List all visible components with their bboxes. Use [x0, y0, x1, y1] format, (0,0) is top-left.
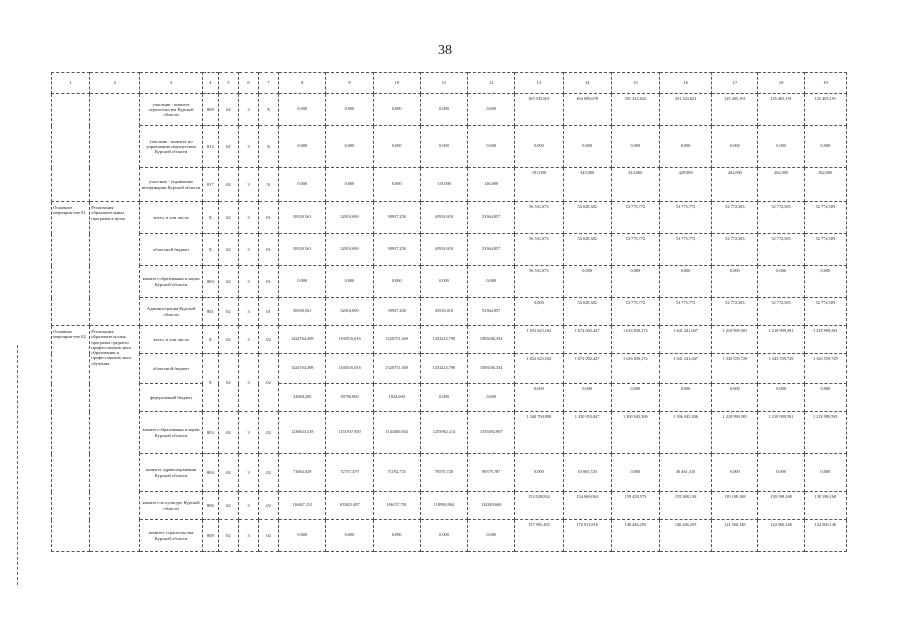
- amount-cell: 1 396 945,306: [659, 412, 711, 454]
- amount-cell: 429,000: [659, 168, 711, 202]
- amount-cell: 1255962,114: [420, 412, 467, 454]
- amount-cell: 1 343 559,729: [758, 354, 804, 384]
- amount-cell: 1824,000: [373, 384, 420, 412]
- amount-cell: 52 772,583: [712, 234, 758, 266]
- amount-cell: 153 928,834: [515, 492, 563, 520]
- participant-cell: всего, в том числе: [140, 202, 202, 234]
- amount-cell: 1330516,816: [326, 354, 373, 384]
- amount-cell: 1 672 002,447: [563, 326, 611, 354]
- code-cell: 804: [202, 454, 218, 492]
- amount-cell: 52 772,583: [804, 298, 846, 326]
- code-cell: 3: [238, 266, 258, 298]
- code-cell: 3: [238, 412, 258, 454]
- amount-cell: 0,000: [468, 520, 515, 552]
- amount-cell: 52 772,583: [758, 202, 804, 234]
- amount-cell: 0,000: [804, 384, 846, 412]
- header-cell: 7: [259, 73, 279, 94]
- code-cell: 3: [238, 126, 258, 168]
- amount-cell: 0,000: [279, 266, 326, 298]
- amount-cell: 0,000: [758, 126, 804, 168]
- amount-cell: 1 641 241,047: [659, 354, 711, 384]
- amount-cell: 0,000: [804, 266, 846, 298]
- amount-cell: 71192,735: [373, 454, 420, 492]
- amount-cell: 1424764,498: [279, 326, 326, 354]
- amount-cell: 1583036,354: [468, 354, 515, 384]
- amount-cell: 0,000: [659, 126, 711, 168]
- code-cell: 02: [218, 168, 238, 202]
- code-cell: 01: [259, 202, 279, 234]
- code-cell: 02: [218, 492, 238, 520]
- amount-cell: 1330516,816: [326, 326, 373, 354]
- amount-cell: 1 218 999,581: [804, 412, 846, 454]
- participant-cell: комитет образования и науки Курской области: [140, 412, 202, 454]
- code-cell: 02: [259, 354, 279, 412]
- amount-cell: 56 531,673: [515, 266, 563, 298]
- amount-cell: 0,000: [563, 126, 611, 168]
- amount-cell: 0,000: [373, 94, 420, 126]
- program-name-cell: [90, 94, 140, 202]
- amount-cell: 0,000: [468, 266, 515, 298]
- amount-cell: 45918,010: [420, 298, 467, 326]
- amount-cell: 0,000: [758, 266, 804, 298]
- scan-edge-line: [17, 345, 19, 585]
- participant-cell: федеральный бюджет: [140, 384, 202, 412]
- code-cell: 02: [218, 126, 238, 168]
- amount-cell: 125 405,191: [804, 94, 846, 126]
- event-cell: Основное мероприя-тие 01: [52, 202, 90, 326]
- amount-cell: 0,000: [515, 298, 563, 326]
- amount-cell: 0,000: [373, 266, 420, 298]
- code-cell: 803: [202, 412, 218, 454]
- amount-cell: 1359292,907: [468, 412, 515, 454]
- participant-cell: всего, в том числе: [140, 326, 202, 354]
- code-cell: 3: [238, 94, 258, 126]
- code-cell: 02: [218, 266, 238, 298]
- amount-cell: 54 028,382: [563, 298, 611, 326]
- amount-cell: 39937,258: [373, 202, 420, 234]
- table-row: [52, 454, 847, 492]
- amount-cell: 52 772,583: [804, 234, 846, 266]
- amount-cell: 0,000: [515, 454, 563, 492]
- code-cell: Х: [202, 234, 218, 266]
- amount-cell: 10 065,720: [563, 454, 611, 492]
- code-cell: 812: [202, 126, 218, 168]
- amount-cell: 0,000: [326, 168, 373, 202]
- amount-cell: 1320751,369: [373, 326, 420, 354]
- amount-cell: 53364,857: [468, 202, 515, 234]
- code-cell: 02: [259, 326, 279, 354]
- code-cell: 01: [259, 266, 279, 298]
- participant-cell: Администрация Курской области: [140, 298, 202, 326]
- code-cell: 801: [202, 298, 218, 326]
- amount-cell: 1 218 999,581: [758, 412, 804, 454]
- amount-cell: 0,000: [326, 520, 373, 552]
- header-cell: 17: [712, 73, 758, 94]
- amount-cell: 0,000: [326, 126, 373, 168]
- amount-cell: 39937,258: [373, 298, 420, 326]
- amount-cell: 1236633,318: [279, 412, 326, 454]
- amount-cell: 155 588,138: [659, 492, 711, 520]
- code-cell: 02: [218, 234, 238, 266]
- amount-cell: 124 560,148: [712, 520, 758, 552]
- amount-cell: 0,000: [563, 266, 611, 298]
- participant-cell: участник - комитет строительства Курской области: [140, 94, 202, 126]
- amount-cell: 53 775,772: [611, 298, 659, 326]
- amount-cell: 52 772,583: [758, 298, 804, 326]
- code-cell: 3: [238, 326, 258, 354]
- amount-cell: 1 616 830,172: [611, 354, 659, 384]
- amount-cell: 124 560,148: [758, 520, 804, 552]
- amount-cell: 1583036,354: [468, 326, 515, 354]
- amount-cell: 343,000: [563, 168, 611, 202]
- header-cell: 18: [758, 73, 804, 94]
- code-cell: 3: [238, 520, 258, 552]
- code-cell: 02: [259, 520, 279, 552]
- amount-cell: 1 652 625,162: [515, 326, 563, 354]
- amount-cell: 176 913,816: [563, 520, 611, 552]
- amount-cell: 116467,151: [279, 492, 326, 520]
- header-cell: 13: [515, 73, 563, 94]
- amount-cell: 53 775,772: [611, 234, 659, 266]
- code-cell: 808: [202, 520, 218, 552]
- amount-cell: 0,000: [279, 168, 326, 202]
- amount-cell: 159 458,573: [611, 492, 659, 520]
- participant-cell: участник - комитет по управлению имуществом Курской области: [140, 126, 202, 168]
- amount-cell: 52 772,583: [804, 202, 846, 234]
- code-cell: 02: [218, 202, 238, 234]
- amount-cell: 0,000: [420, 94, 467, 126]
- header-cell: 3: [140, 73, 202, 94]
- amount-cell: 1 330 953,847: [563, 412, 611, 454]
- participant-cell: комитет строительства Курской области: [140, 520, 202, 552]
- table-row: [52, 168, 847, 202]
- participant-cell: областной бюджет: [140, 354, 202, 384]
- code-cell: Х: [259, 168, 279, 202]
- amount-cell: 146 446,293: [611, 520, 659, 552]
- page-number: 38: [438, 43, 452, 58]
- code-cell: 01: [259, 298, 279, 326]
- amount-cell: 1453223,798: [420, 354, 467, 384]
- amount-cell: 0,000: [468, 384, 515, 412]
- event-cell: Основное мероприя-тие 02: [52, 326, 90, 552]
- amount-cell: 1453223,798: [420, 326, 467, 354]
- amount-cell: 0,000: [563, 384, 611, 412]
- event-cell: [52, 94, 90, 202]
- table-row: [52, 126, 847, 168]
- header-cell: 19: [804, 73, 846, 94]
- amount-cell: 0,000: [758, 454, 804, 492]
- amount-cell: 56 531,673: [515, 202, 563, 234]
- amount-cell: 1 218 999,581: [712, 326, 758, 354]
- code-cell: 02: [259, 454, 279, 492]
- code-cell: Х: [202, 354, 218, 412]
- amount-cell: 139 198,168: [712, 492, 758, 520]
- amount-cell: 0,000: [373, 520, 420, 552]
- amount-cell: 0,000: [420, 266, 467, 298]
- table-row: [52, 94, 847, 126]
- amount-cell: 54 028,382: [563, 234, 611, 266]
- header-cell: 8: [279, 73, 326, 94]
- amount-cell: 0,000: [279, 94, 326, 126]
- code-cell: 02: [218, 94, 238, 126]
- table-row: [52, 202, 847, 234]
- amount-cell: 0,000: [804, 126, 846, 168]
- code-cell: 02: [218, 454, 238, 492]
- amount-cell: 262,000: [712, 168, 758, 202]
- amount-cell: 124 560,148: [804, 520, 846, 552]
- amount-cell: 54 028,382: [563, 202, 611, 234]
- amount-cell: 0,000: [515, 384, 563, 412]
- amount-cell: 18790,800: [326, 384, 373, 412]
- participant-cell: участник - управление ветеринарии Курской области: [140, 168, 202, 202]
- amount-cell: 53364,857: [468, 298, 515, 326]
- amount-cell: 1 218 999,581: [804, 326, 846, 354]
- code-cell: 817: [202, 168, 218, 202]
- amount-cell: 1 300 945,306: [611, 412, 659, 454]
- amount-cell: 0,000: [420, 126, 467, 168]
- code-cell: Х: [202, 326, 218, 354]
- amount-cell: 0,000: [468, 94, 515, 126]
- amount-cell: 78570,720: [420, 454, 467, 492]
- amount-cell: 32010,690: [326, 234, 373, 266]
- amount-cell: 56 531,673: [515, 234, 563, 266]
- header-cell: 12: [468, 73, 515, 94]
- code-cell: 808: [202, 94, 218, 126]
- code-cell: 3: [238, 234, 258, 266]
- code-cell: 3: [238, 168, 258, 202]
- amount-cell: 0,000: [659, 384, 711, 412]
- code-cell: 3: [238, 298, 258, 326]
- amount-cell: 45918,010: [420, 234, 467, 266]
- amount-cell: 38330,561: [279, 234, 326, 266]
- amount-cell: 146,000: [468, 168, 515, 202]
- amount-cell: 53364,857: [468, 234, 515, 266]
- amount-cell: 118990,904: [420, 492, 467, 520]
- amount-cell: 191,000: [515, 168, 563, 202]
- amount-cell: 351 243,822: [611, 94, 659, 126]
- code-cell: 806: [202, 492, 218, 520]
- amount-cell: 146 446,293: [659, 520, 711, 552]
- code-cell: 3: [238, 202, 258, 234]
- amount-cell: 494 098,678: [563, 94, 611, 126]
- amount-cell: 38330,561: [279, 202, 326, 234]
- amount-cell: 1 218 999,581: [712, 412, 758, 454]
- amount-cell: 0,000: [712, 126, 758, 168]
- amount-cell: 0,000: [326, 266, 373, 298]
- amount-cell: 0,000: [758, 384, 804, 412]
- amount-cell: 0,000: [611, 384, 659, 412]
- amount-cell: 0,000: [804, 454, 846, 492]
- amount-cell: 71664,029: [279, 454, 326, 492]
- amount-cell: 0,000: [611, 454, 659, 492]
- code-cell: 3: [238, 354, 258, 412]
- amount-cell: 1 641 241,047: [659, 326, 711, 354]
- amount-cell: 262,000: [804, 168, 846, 202]
- table-body: [52, 94, 847, 552]
- table-row: [52, 326, 847, 354]
- amount-cell: 0,000: [279, 520, 326, 552]
- amount-cell: 23068,200: [279, 384, 326, 412]
- program-name-cell: Реализация образовательных программ в вузах: [90, 202, 140, 326]
- amount-cell: 414,000: [611, 168, 659, 202]
- table-row: [52, 234, 847, 266]
- amount-cell: 1 616 830,172: [611, 326, 659, 354]
- amount-cell: 52 772,583: [758, 234, 804, 266]
- code-cell: 02: [259, 492, 279, 520]
- table-row: [52, 298, 847, 326]
- amount-cell: 53 775,772: [659, 202, 711, 234]
- amount-cell: 105821,487: [326, 492, 373, 520]
- code-cell: 02: [218, 412, 238, 454]
- amount-cell: 1 340 700,898: [515, 412, 563, 454]
- header-cell: 11: [420, 73, 467, 94]
- amount-cell: 262,000: [758, 168, 804, 202]
- amount-cell: 0,000: [373, 126, 420, 168]
- amount-cell: 125 405,191: [758, 94, 804, 126]
- amount-cell: 72757,479: [326, 454, 373, 492]
- header-cell: 5: [218, 73, 238, 94]
- header-cell: 14: [563, 73, 611, 94]
- table-row: [52, 354, 847, 384]
- amount-cell: 0,000: [515, 126, 563, 168]
- header-cell: 4: [202, 73, 218, 94]
- code-cell: 803: [202, 266, 218, 298]
- amount-cell: 52 772,583: [712, 298, 758, 326]
- amount-cell: 39937,258: [373, 234, 420, 266]
- code-cell: 02: [218, 354, 238, 412]
- participant-cell: областной бюджет: [140, 234, 202, 266]
- amount-cell: 1320751,369: [373, 354, 420, 384]
- amount-cell: 53 775,772: [611, 202, 659, 234]
- participant-cell: комитет образования и науки Курской области: [140, 266, 202, 298]
- amount-cell: 0,000: [468, 126, 515, 168]
- header-cell: 6: [238, 73, 258, 94]
- table-row: [52, 520, 847, 552]
- code-cell: Х: [259, 126, 279, 168]
- amount-cell: 0,000: [420, 520, 467, 552]
- amount-cell: 0,000: [373, 168, 420, 202]
- amount-cell: 0,000: [712, 266, 758, 298]
- amount-cell: 125 405,191: [712, 94, 758, 126]
- code-cell: 3: [238, 492, 258, 520]
- header-cell: 9: [326, 73, 373, 94]
- code-cell: 01: [259, 234, 279, 266]
- header-cell: 1: [52, 73, 90, 94]
- code-cell: 02: [218, 520, 238, 552]
- amount-cell: 0,000: [420, 384, 467, 412]
- budget-table: [51, 72, 847, 552]
- amount-cell: 139 198,168: [758, 492, 804, 520]
- amount-cell: 1143400,843: [373, 412, 420, 454]
- amount-cell: 154 969,064: [563, 492, 611, 520]
- amount-cell: 106157,791: [373, 492, 420, 520]
- amount-cell: 1424764,498: [279, 354, 326, 384]
- amount-cell: 32010,690: [326, 298, 373, 326]
- amount-cell: 351 243,822: [659, 94, 711, 126]
- amount-cell: 0,000: [611, 266, 659, 298]
- code-cell: 02: [259, 412, 279, 454]
- amount-cell: 1 672 002,447: [563, 354, 611, 384]
- amount-cell: 1 343 559,729: [712, 354, 758, 384]
- code-cell: 3: [238, 454, 258, 492]
- amount-cell: 53 775,772: [659, 298, 711, 326]
- table-row: [52, 266, 847, 298]
- amount-cell: 0,000: [712, 454, 758, 492]
- amount-cell: 0,000: [712, 384, 758, 412]
- code-cell: 02: [218, 326, 238, 354]
- amount-cell: 157 965,450: [515, 520, 563, 552]
- header-cell: 16: [659, 73, 711, 94]
- code-cell: 02: [218, 298, 238, 326]
- amount-cell: 139 198,168: [804, 492, 846, 520]
- participant-cell: комитет по культуре Курской области: [140, 492, 202, 520]
- amount-cell: 0,000: [326, 94, 373, 126]
- participant-cell: комитет здравоохранения Курской области: [140, 454, 202, 492]
- table-row: [52, 492, 847, 520]
- amount-cell: 38330,561: [279, 298, 326, 326]
- table-row: [52, 412, 847, 454]
- header-row: [52, 73, 847, 94]
- amount-cell: 165 935,601: [515, 94, 563, 126]
- amount-cell: 0,000: [659, 266, 711, 298]
- header-cell: 15: [611, 73, 659, 94]
- table-row: [52, 384, 847, 412]
- amount-cell: 52 772,583: [712, 202, 758, 234]
- amount-cell: 115,000: [420, 168, 467, 202]
- amount-cell: 1 343 559,729: [804, 354, 846, 384]
- header-cell: 10: [373, 73, 420, 94]
- amount-cell: 89379,787: [468, 454, 515, 492]
- amount-cell: 0,000: [611, 126, 659, 168]
- amount-cell: 1151937,850: [326, 412, 373, 454]
- amount-cell: 45918,010: [420, 202, 467, 234]
- code-cell: Х: [259, 94, 279, 126]
- amount-cell: 134383,660: [468, 492, 515, 520]
- program-name-cell: Реализация образователь-ных программ среднего профессиональ-ного образования и профессиональ-ного обучения: [90, 326, 140, 552]
- amount-cell: 32010,690: [326, 202, 373, 234]
- amount-cell: 53 775,772: [659, 234, 711, 266]
- code-cell: Х: [202, 202, 218, 234]
- amount-cell: 1 652 625,162: [515, 354, 563, 384]
- amount-cell: 0,000: [279, 126, 326, 168]
- amount-cell: 1 218 999,581: [758, 326, 804, 354]
- amount-cell: 30 461,310: [659, 454, 711, 492]
- header-cell: 2: [90, 73, 140, 94]
